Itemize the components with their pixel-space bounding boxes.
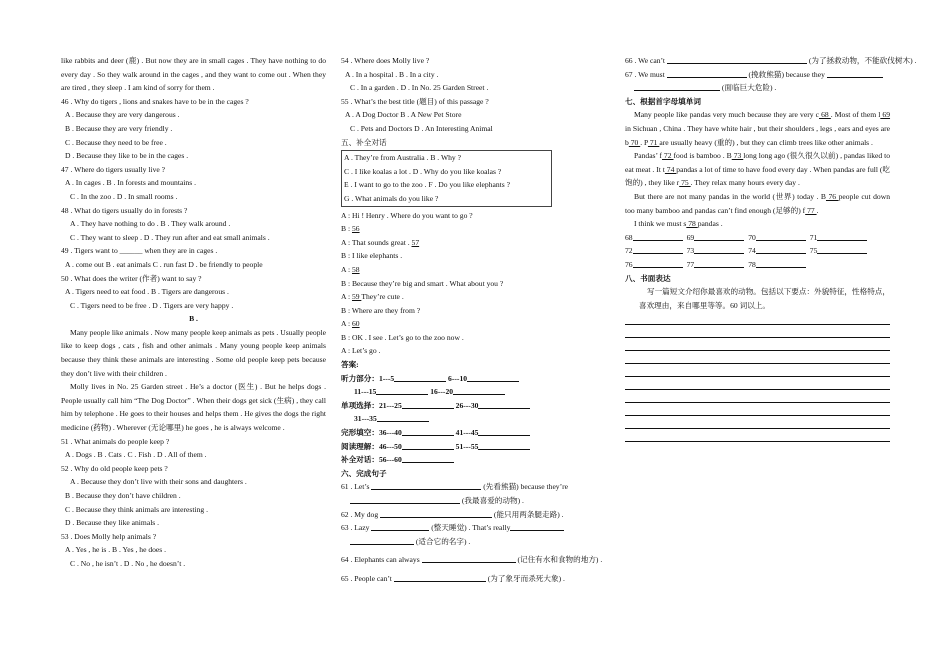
sentence-61: 61 . Let’s (先看熊猫) because they’re	[341, 482, 569, 492]
dialog-text: They’re cute .	[361, 292, 404, 302]
dialog	[341, 209, 553, 359]
dialog-line	[341, 304, 553, 318]
answer-blank[interactable]	[667, 54, 807, 64]
sentence-63-cont: (适合它的名字) .	[341, 535, 553, 549]
answer-range: 单项选择：21---25	[341, 400, 402, 410]
cloze-text: food is bamboo . B	[673, 151, 732, 161]
answer-range: 补全对话：56---60	[341, 455, 402, 465]
answer-blank[interactable]	[694, 244, 744, 254]
cloze-answer-number: 75	[679, 178, 691, 188]
dialog-text: B : Because they’re big and smart . What about you ?	[341, 278, 504, 288]
sentence-67: 67 . We must (挽救熊猫) because they	[625, 68, 890, 82]
dialog-option: A . They’re from Australia . B . Why ?	[344, 153, 461, 163]
answer-range: 听力部分：1---5	[341, 373, 395, 383]
dialog-answer-number: 58	[351, 264, 360, 274]
answer-row	[341, 426, 553, 440]
answer-blank[interactable]	[817, 244, 867, 254]
question-line: D . Because they like animals .	[65, 518, 160, 528]
questions-51-53	[61, 435, 326, 571]
dialog-line	[341, 344, 553, 358]
cloze-para1	[625, 108, 890, 149]
question-line: 46 . Why do tigers , lions and snakes have to be in the cages ?	[61, 96, 249, 106]
essay-prompt: 写一篇短文介绍你最喜欢的动物。包括以下要点：外貌特征，性格特点，喜欢理由，来自哪里等等。60 词以上。	[639, 287, 890, 310]
answer-grid-row	[625, 258, 890, 272]
cloze-text: But there are not many pandas in the world (世界) today . B	[634, 191, 826, 201]
cloze-text: are usually heavy (重的) , but they can climb trees like other animals .	[659, 137, 873, 147]
answer-range: 6---10	[446, 373, 468, 383]
cloze-answer-number: 76	[825, 191, 839, 201]
question-line: C . Because they think animals are interesting .	[65, 504, 208, 514]
question-line: A . In cages . B . In forests and mountains .	[65, 178, 196, 188]
answer-row	[341, 385, 553, 399]
question-line: A . A Dog Doctor B . A New Pet Store	[345, 110, 462, 120]
cloze-para2	[625, 149, 890, 190]
dialog-options-box	[341, 150, 552, 206]
dialog-line	[341, 209, 553, 223]
answer-blank[interactable]	[467, 372, 519, 382]
question-line: C . Because they need to be free .	[65, 137, 167, 147]
dialog-text: B : Where are they from ?	[341, 305, 421, 315]
dialog-line	[341, 249, 553, 263]
answer-blank[interactable]	[350, 535, 414, 545]
answer-blank[interactable]	[402, 453, 454, 463]
cloze-para3	[625, 190, 890, 217]
answer-range: 51---55	[453, 441, 479, 451]
answer-blank[interactable]	[371, 480, 481, 490]
dialog-line	[341, 222, 553, 236]
dialog-line	[341, 317, 553, 331]
answer-range: 31---35	[354, 414, 377, 424]
question-line: A . In a hospital . B . In a city .	[345, 69, 439, 79]
question-line: 52 . Why do old people keep pets ?	[61, 463, 168, 473]
dialog-answer-number: 57	[411, 237, 420, 247]
sentence-62: 62 . My dog (能只用两条腿走路) .	[341, 509, 564, 519]
answer-range: 41---45	[453, 428, 479, 438]
cloze-text: Most of them l	[832, 110, 881, 120]
answer-blank[interactable]	[756, 258, 806, 268]
cloze-answer-number: 71	[647, 137, 660, 147]
dialog-text: A :	[341, 292, 352, 302]
column-middle	[341, 54, 603, 586]
cloze-text: .	[830, 110, 833, 120]
answer-grid-row	[625, 244, 890, 258]
answer-range: 11---15	[354, 387, 377, 397]
grid-number: 68	[625, 232, 633, 242]
grid-number: 69	[686, 232, 695, 242]
questions-54-55	[341, 54, 553, 136]
grid-number: 76	[625, 259, 633, 269]
dialog-text: A :	[341, 264, 352, 274]
dialog-text: A : Let’s go .	[341, 346, 381, 356]
answer-blank[interactable]	[380, 508, 492, 518]
dialog-line	[341, 331, 553, 345]
question-line: 51 . What animals do people keep ?	[61, 436, 170, 446]
grid-number: 71	[809, 232, 818, 242]
question-line: C . Pets and Doctors D . An Interesting Animal	[350, 123, 493, 133]
answer-grid	[625, 231, 890, 272]
writing-line[interactable]	[625, 377, 890, 390]
dialog-option: G . What animals do you like ?	[344, 193, 439, 203]
dialog-text: B :	[341, 224, 352, 234]
question-line: B . Because they don’t have children .	[65, 491, 181, 500]
column-right	[625, 54, 917, 442]
dialog-line	[341, 263, 553, 277]
grid-number: 78	[748, 259, 756, 269]
answer-blank[interactable]	[453, 385, 505, 395]
questions-46-50	[61, 95, 326, 313]
answer-blank[interactable]	[376, 385, 428, 395]
question-line: 49 . Tigers want to ______ when they are in cages .	[61, 246, 218, 256]
question-line: C . Tigers need to be free . D . Tigers are very happy .	[70, 300, 234, 310]
dialog-answer-number: 60	[351, 319, 360, 329]
passage-b-para2: Molly lives in No. 25 Garden street . He’s a doctor (医生) . But he helps dogs . People usually call him “The Dog Doctor” . When their dogs get sick (生病) , they call him by telephone . He goes to their houses and helps them . He gives the dogs the right medicine (药物) . Wherever (无论哪里) he goes , he is always welcome .	[61, 382, 326, 433]
dialog-line	[341, 290, 553, 304]
writing-line[interactable]	[625, 416, 890, 429]
grid-number: 72	[625, 246, 633, 256]
question-line: D . Because they like to be in the cages .	[65, 151, 189, 161]
section-7-heading: 七、根据首字母填单词	[625, 96, 701, 106]
writing-line[interactable]	[625, 403, 890, 416]
cloze-text: . P	[640, 137, 648, 147]
cloze-answer-number: 69	[880, 110, 891, 120]
answer-range: 16---20	[428, 387, 454, 397]
writing-lines[interactable]	[625, 312, 890, 442]
answer-blank[interactable]	[817, 231, 867, 241]
grid-number: 73	[686, 246, 695, 256]
question-line: A . Because they don’t live with their sons and daughters .	[70, 477, 247, 487]
answer-blank[interactable]	[827, 68, 883, 78]
sentence-61-cont: (我最喜爱的动物) .	[341, 494, 553, 508]
question-line: C . They want to sleep . D . They run after and eat small animals .	[70, 232, 270, 242]
answer-blank[interactable]	[756, 244, 806, 254]
answer-row	[341, 440, 553, 454]
question-line: C . In the zoo . D . In small rooms .	[70, 191, 178, 201]
answer-row	[341, 399, 553, 413]
question-line: C . In a garden . D . In No. 25 Garden Street .	[350, 83, 489, 93]
section-8-heading: 八、书面表达	[625, 273, 671, 283]
cloze-answer-number: 72	[661, 151, 674, 161]
answer-sheet	[341, 372, 553, 467]
section-5-heading: 五、补全对话	[341, 137, 387, 147]
writing-line[interactable]	[625, 312, 890, 325]
cloze-answer-number: 68	[819, 110, 831, 120]
question-line: A . come out B . eat animals C . run fast D . be friendly to people	[65, 259, 263, 269]
cloze-text: pandas a lot of time to have food every day . When pandas are full (吃饱的) , they like r	[625, 164, 891, 188]
cloze-text: people cut down too many bamboo and pandas can’t find enough (足够的) f	[625, 191, 890, 215]
question-line: 54 . Where does Molly live ?	[341, 56, 430, 65]
dialog-option: C . I like koalas a lot . D . Why do you like koalas ?	[344, 166, 502, 176]
cloze-text: long long ago (很久很久以前) , pandas liked to eat meat . It t	[625, 151, 891, 174]
writing-line[interactable]	[625, 351, 890, 364]
cloze-text: in Sichuan , China . They have white hair , but their shoulders , legs , ears and eyes are b	[625, 123, 890, 147]
dialog-text: B : I like elephants .	[341, 251, 403, 261]
column-left	[61, 54, 326, 571]
dialog-line	[341, 277, 553, 291]
answer-blank[interactable]	[402, 399, 454, 409]
answer-blank[interactable]	[402, 440, 454, 450]
cloze-text: .	[816, 205, 819, 215]
writing-line[interactable]	[625, 364, 890, 377]
dialog-option: E . I want to go to the zoo . F . Do you like elephants ?	[344, 180, 510, 190]
cloze-answer-number: 74	[664, 164, 677, 174]
question-line: 47 . Where do tigers usually live ?	[61, 164, 166, 174]
question-line: A . Tigers need to eat food . B . Tigers are dangerous .	[65, 287, 229, 297]
passage-b-para1: Many people like animals . Now many people keep animals as pets . Usually people like to keep dogs , cats , fish and other animals . Many young people keep animals because they think these animals are interesting . Some old people keep pets because they don’t live with their children .	[61, 327, 326, 378]
question-line: C . No , he isn’t . D . No , he doesn’t .	[70, 558, 186, 568]
answer-row	[341, 412, 553, 426]
writing-line[interactable]	[625, 325, 890, 338]
answer-row	[341, 453, 553, 467]
writing-line[interactable]	[625, 338, 890, 351]
passage-a-end: like rabbits and deer (鹿) . But now they are in small cages . They have nothing to do every day . So they walk around in the cages , and they want to come out . When they are tired , they sleep . I am kind of sorry for them .	[61, 56, 326, 93]
answer-row	[341, 372, 553, 386]
cloze-answer-number: 70	[628, 137, 641, 147]
question-line: B . Because they are very friendly .	[65, 123, 173, 133]
dialog-text: B : OK . I see . Let’s go to the zoo now .	[341, 332, 464, 342]
answer-blank[interactable]	[422, 553, 516, 563]
dialog-line	[341, 236, 553, 250]
writing-line[interactable]	[625, 429, 890, 442]
cloze-text: Many people like pandas very much because they are very c	[634, 110, 819, 120]
answer-blank[interactable]	[756, 231, 806, 241]
answer-blank[interactable]	[394, 572, 486, 582]
question-line: 50 . What does the writer (作者) want to say ?	[61, 273, 202, 283]
question-line: 55 . What’s the best title (题目) of this passage ?	[341, 96, 489, 106]
answer-blank[interactable]	[510, 521, 564, 531]
sentence-63: 63 . Lazy (整天睡觉) . That’s really	[341, 521, 553, 535]
answer-range: 阅读理解：46---50	[341, 441, 402, 451]
answer-blank[interactable]	[478, 399, 530, 409]
answer-blank[interactable]	[633, 244, 683, 254]
question-line: 53 . Does Molly help animals ?	[61, 531, 157, 541]
answer-blank[interactable]	[402, 426, 454, 436]
answer-blank[interactable]	[394, 372, 446, 382]
answer-range: 完形填空：36---40	[341, 428, 402, 438]
grid-number: 74	[748, 246, 756, 256]
cloze-answer-number: 73	[731, 151, 744, 161]
sentence-64: 64 . Elephants can always (记住有水和食物的地方) .	[341, 555, 603, 565]
writing-line[interactable]	[625, 390, 890, 403]
dialog-text: A : Hi ! Henry . Where do you want to go ?	[341, 210, 473, 220]
cloze-text: . They relax many hours every day .	[690, 178, 800, 188]
answer-blank[interactable]	[694, 258, 744, 268]
question-line: A . They have nothing to do . B . They walk around .	[70, 219, 231, 229]
section-6-heading: 六、完成句子	[341, 468, 387, 478]
answer-blank[interactable]	[478, 440, 530, 450]
answer-blank[interactable]	[478, 426, 530, 436]
answer-blank[interactable]	[377, 412, 429, 422]
sentence-67-cont: (面临巨大危险) .	[625, 81, 890, 95]
question-line: A . Because they are very dangerous .	[65, 110, 180, 120]
answer-grid-row	[625, 231, 890, 245]
answer-blank[interactable]	[350, 494, 460, 504]
cloze-text: Pandas’ f	[634, 151, 662, 161]
answer-range: 26---30	[453, 400, 479, 410]
answer-blank[interactable]	[667, 68, 747, 78]
grid-number: 75	[809, 246, 818, 256]
sentence-65: 65 . People can’t (为了象牙而杀死大象) .	[341, 573, 565, 583]
answer-blank[interactable]	[371, 521, 429, 531]
dialog-answer-number: 59	[351, 292, 362, 302]
grid-number: 70	[748, 232, 756, 242]
cloze-answer-number: 77	[805, 205, 817, 215]
cloze-para4: I think we must s 78 pandas .	[634, 219, 723, 229]
question-line: A . Dogs . B . Cats . C . Fish . D . All of them .	[65, 450, 207, 460]
dialog-text: A : That sounds great .	[341, 237, 412, 247]
question-line: A . Yes , he is . B . Yes , he does .	[65, 545, 167, 555]
dialog-answer-number: 56	[351, 224, 360, 234]
section-b-heading: B .	[189, 314, 198, 324]
question-line: 48 . What do tigers usually do in forests ?	[61, 205, 188, 215]
answer-blank[interactable]	[694, 231, 744, 241]
answers-heading: 答案:	[341, 360, 359, 370]
grid-number: 77	[686, 259, 695, 269]
answer-blank[interactable]	[633, 231, 683, 241]
dialog-text: A :	[341, 319, 352, 329]
sentence-66: 66 . We can’t (为了拯救动物，不能砍伐树木) .	[625, 56, 917, 65]
answer-blank[interactable]	[634, 81, 720, 91]
answer-blank[interactable]	[633, 258, 683, 268]
